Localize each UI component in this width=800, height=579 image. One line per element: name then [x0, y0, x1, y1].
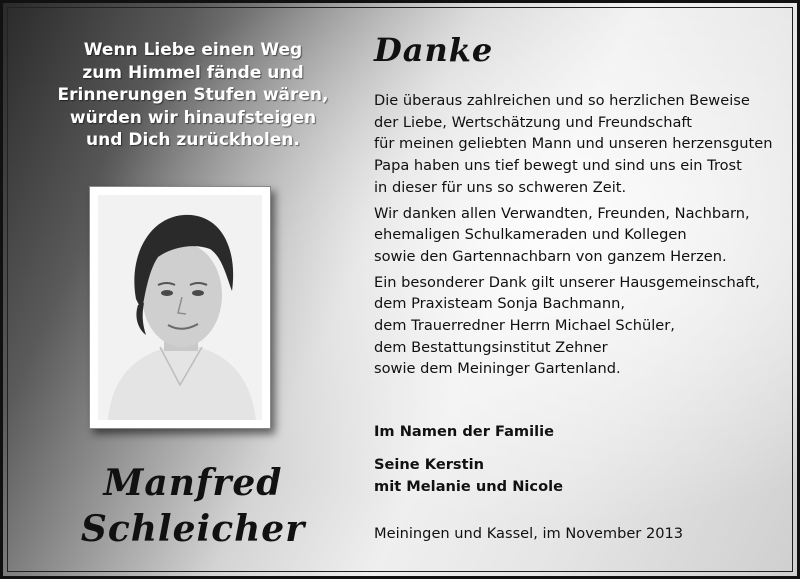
text-line: sowie den Gartennachbarn von ganzem Herzen. — [374, 247, 727, 265]
text-line: dem Bestattungsinstitut Zehner — [374, 338, 608, 356]
text-line: für meinen geliebten Mann und unseren herzensguten — [374, 135, 773, 153]
portrait-photo — [98, 195, 262, 420]
signature-names — [374, 454, 563, 497]
signature-name-line: mit Melanie und Nicole — [374, 477, 564, 495]
paragraph — [374, 203, 789, 268]
text-line: dem Trauerredner Herrn Michael Schüler, — [374, 317, 675, 335]
place-and-date: Meiningen und Kassel, im November 2013 — [374, 525, 684, 542]
text-line: Wir danken allen Verwandten, Freunden, Nachbarn, — [374, 204, 750, 222]
text-line: Die überaus zahlreichen und so herzlichen Beweise — [374, 92, 750, 109]
paragraph — [374, 272, 789, 381]
deceased-first-name: Manfred — [103, 462, 283, 504]
poem-line: Wenn Liebe einen Weg — [83, 40, 303, 60]
text-line: der Liebe, Wertschätzung und Freundschaft — [374, 113, 693, 131]
signature-name-line: Seine Kerstin — [374, 456, 484, 473]
portrait-photo-frame — [89, 186, 271, 429]
text-line: in dieser für uns so schweren Zeit. — [374, 178, 627, 196]
text-line: sowie dem Meininger Gartenland. — [374, 360, 621, 378]
text-line: Papa haben uns tief bewegt und sind uns ein Trost — [374, 157, 742, 175]
thank-you-heading: Danke — [374, 31, 494, 69]
signature-family: Im Namen der Familie — [374, 423, 555, 440]
memorial-poem — [43, 39, 343, 152]
paragraph — [374, 90, 789, 199]
text-line: ehemaligen Schulkameraden und Kollegen — [374, 226, 687, 244]
thank-you-text — [374, 90, 789, 384]
text-line: Ein besonderer Dank gilt unserer Hausgemeinschaft, — [374, 273, 760, 291]
text-line: dem Praxisteam Sonja Bachmann, — [374, 295, 625, 313]
poem-line: zum Himmel fände und — [82, 62, 304, 83]
poem-line: und Dich zurückholen. — [86, 130, 300, 150]
poem-line: würden wir hinaufsteigen — [69, 107, 317, 128]
deceased-last-name: Schleicher — [80, 508, 306, 550]
poem-line: Erinnerungen Stufen wären, — [57, 85, 329, 105]
